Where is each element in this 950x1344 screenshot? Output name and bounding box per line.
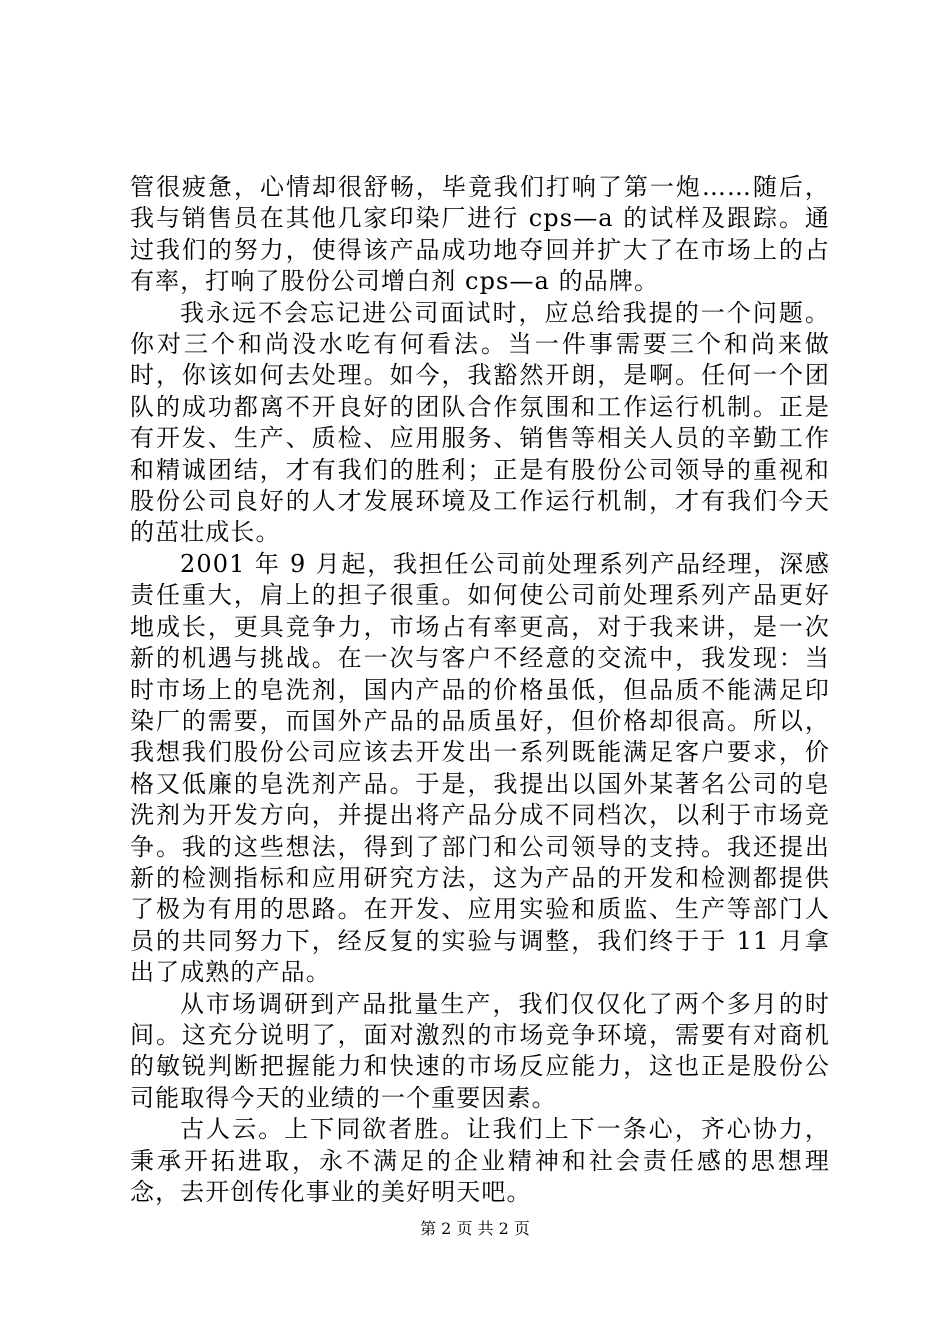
- document-body: [130, 172, 830, 1208]
- paragraph-4: 从市场调研到产品批量生产，我们仅仅化了两个多月的时间。这充分说明了，面对激烈的市场竞争环境，需要有对商机的敏锐判断把握能力和快速的市场反应能力，这也正是股份公司能取得今天的业绩的一个重要因素。: [130, 989, 830, 1112]
- paragraph-2: 我永远不会忘记进公司面试时，应总给我提的一个问题。你对三个和尚没水吃有何看法。当一件事需要三个和尚来做时，你该如何去处理。如今，我豁然开朗，是啊。任何一个团队的成功都离不开良好的团队合作氛围和工作运行机制。正是有开发、生产、质检、应用服务、销售等相关人员的辛勤工作和精诚团结，才有我们的胜利；正是有股份公司领导的重视和股份公司良好的人才发展环境及工作运行机制，才有我们今天的茁壮成长。: [130, 298, 830, 547]
- paragraph-5: 古人云。上下同欲者胜。让我们上下一条心，齐心协力，秉承开拓进取，永不满足的企业精神和社会责任感的思想理念，去开创传化事业的美好明天吧。: [130, 1115, 830, 1206]
- paragraph-1: 管很疲惫，心情却很舒畅，毕竟我们打响了第一炮……随后，我与销售员在其他几家印染厂进行 cps—a 的试样及跟踪。通过我们的努力，使得该产品成功地夺回并扩大了在市场上的占有率，打响了股份公司增白剂 cps—a 的品牌。: [130, 173, 830, 296]
- page-footer: 第 2 页 共 2 页: [420, 1219, 530, 1238]
- paragraph-3: 2001 年 9 月起，我担任公司前处理系列产品经理，深感责任重大，肩上的担子很重。如何使公司前处理系列产品更好地成长，更具竞争力，市场占有率更高，对于我来讲，是一次新的机遇与挑战。在一次与客户不经意的交流中，我发现：当时市场上的皂洗剂，国内产品的价格虽低，但品质不能满足印染厂的需要，而国外产品的品质虽好，但价格却很高。所以，我想我们股份公司应该去开发出一系列既能满足客户要求，价格又低廉的皂洗剂产品。于是，我提出以国外某著名公司的皂洗剂为开发方向，并提出将产品分成不同档次，以利于市场竞争。我的这些想法，得到了部门和公司领导的支持。我还提出新的检测指标和应用研究方法，这为产品的开发和检测都提供了极为有用的思路。在开发、应用实验和质监、生产等部门人员的共同努力下，经反复的实验与调整，我们终于于 11 月拿出了成熟的产品。: [130, 549, 830, 987]
